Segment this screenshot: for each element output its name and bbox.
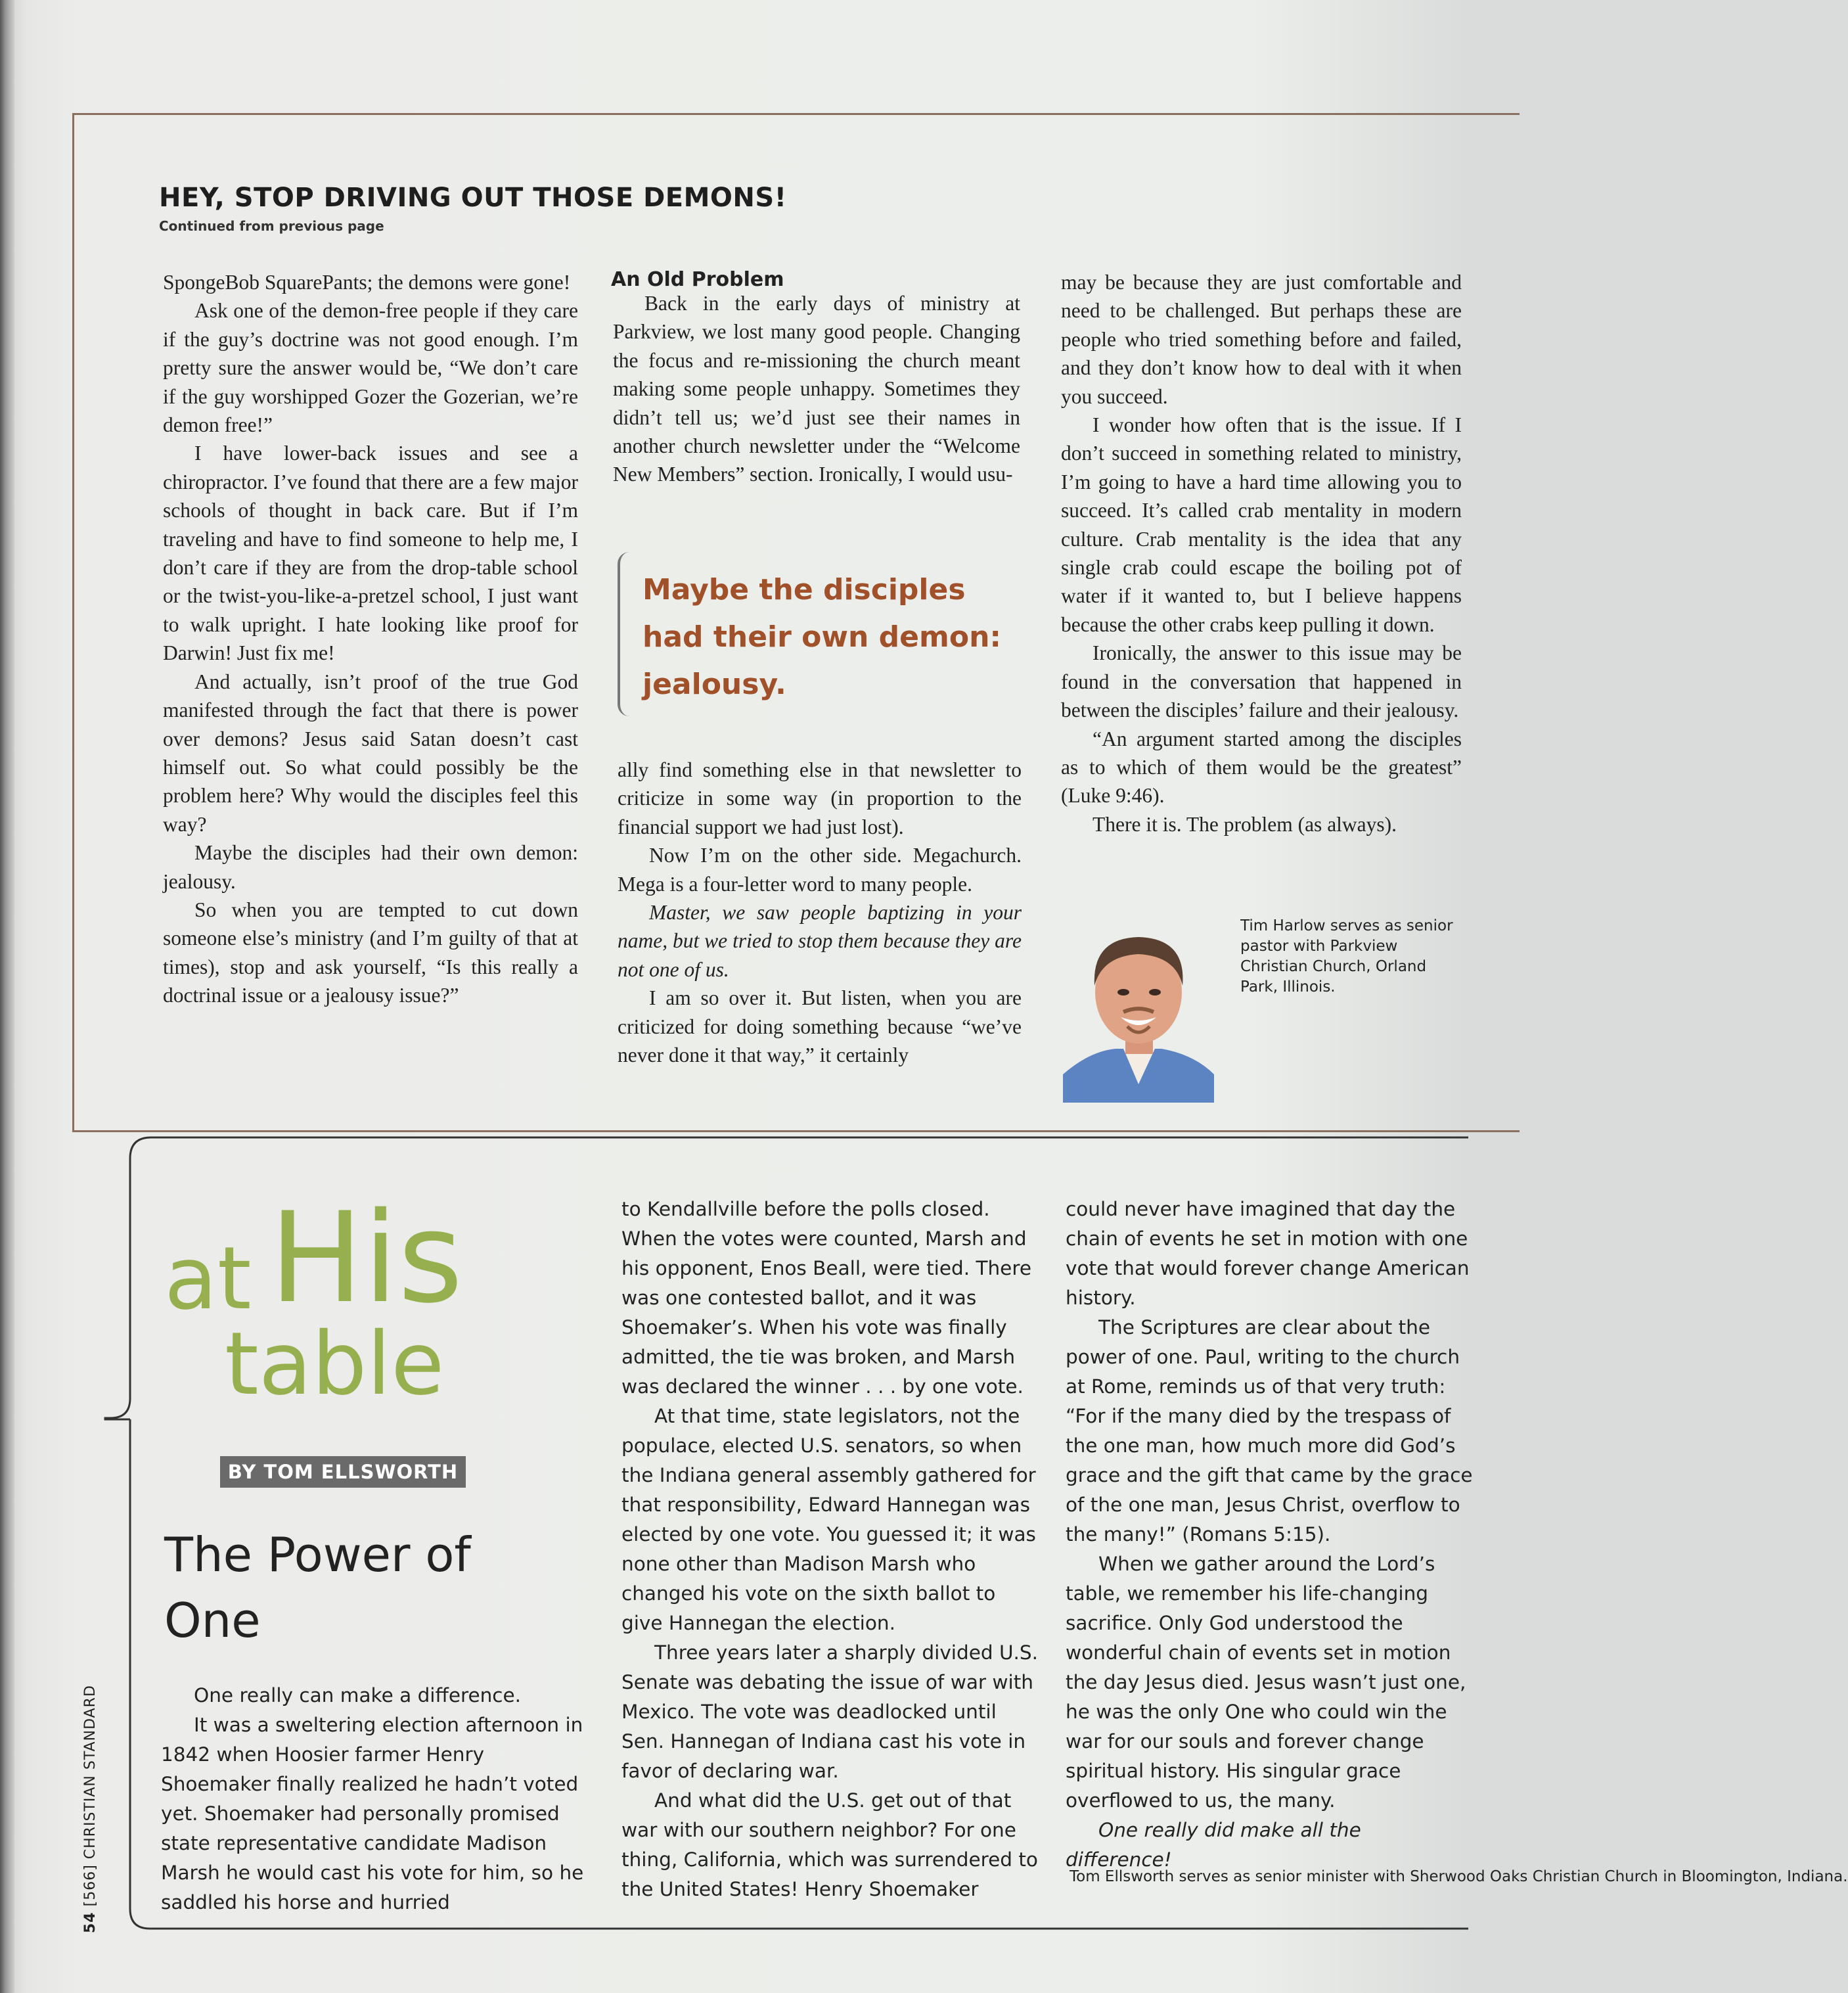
paragraph: I am so over it. But listen, when you are criticized for doing something because “we’ve never done it that way,” it certainly (618, 986, 1022, 1067)
article2-column-3 (1066, 1195, 1473, 1875)
paragraph: I have lower-back issues and see a chiropractor. I’ve found that there are a few major schools of thought in back care. But if I’m traveling and have to find someone to help me, I don’t care if they are from the drop-table school or the twist-you-like-a-pretzel school, I just want to walk upright. I hate looking like proof for Darwin! Just fix me! (163, 442, 578, 665)
section-subhead: An Old Problem (611, 268, 784, 291)
paragraph: At that time, state legislators, not the populace, elected U.S. senators, so when the Indiana general assembly gathered for that responsibility, Edward Hannegan was elected by one vote. You guessed it; it was none other than Madison Marsh who changed his vote on the sixth ballot to give Hannegan the election. (621, 1405, 1036, 1634)
column-logo-table: table (225, 1314, 445, 1415)
column-logo-at: at (164, 1228, 252, 1329)
paragraph: The Scriptures are clear about the power of one. Paul, writing to the church at Rome, reminds us of that very truth: “For if the many died by the trespass of the one man, how much more did God’s grace and the gift that came by the grace of the one man, Jesus Christ, overflow to the many!” (Romans 5:15). (1066, 1316, 1473, 1546)
paragraph: ally find something else in that newsletter to criticize in some way (in proportion to the financial support we had just lost). (618, 758, 1022, 838)
paragraph: And actually, isn’t proof of the true God manifested through the fact that there is power over demons? Jesus said Satan doesn’t cast himself out. So what could possibly be the problem here? Why would the disciples feel this way? (163, 670, 578, 836)
paragraph: I wonder how often that is the issue. If I don’t succeed in something related to ministry, I’m going to have a hard time allowing you to succeed. It’s called crab mentality in modern culture. Crab mentality is the idea that any single crab could escape the boiling pot of water if it wanted to, but I believe happens because the other crabs keep pulling it down. (1061, 413, 1462, 636)
pullquote: Maybe the disciples had their own demon: jealousy. (642, 573, 1001, 701)
paragraph: When we gather around the Lord’s table, we remember his life-changing sacrifice. Only God understood the wonderful chain of events set in motion the day Jesus died. Jesus wasn’t just one, he was the only One who could win the war for our souls and forever change spiritual history. His singular grace overflowed to us, the many. (1066, 1553, 1466, 1812)
paragraph: Maybe the disciples had their own demon: jealousy. (163, 841, 578, 893)
author-bio: Tim Harlow serves as senior pastor with Parkview Christian Church, Orland Park, Illinois. (1240, 917, 1453, 996)
column-logo-his: His (269, 1185, 463, 1331)
paragraph: One really can make a difference. (194, 1684, 522, 1707)
article-headline: HEY, STOP DRIVING OUT THOSE DEMONS! (159, 183, 787, 213)
magazine-name: CHRISTIAN STANDARD (82, 1685, 99, 1860)
paragraph: “An argument started among the disciples as to which of them would be the greatest” (Luke 9:46). (1061, 727, 1462, 808)
paragraph: Master, we saw people baptizing in your name, but we tried to stop them because they are not one of us. (618, 901, 1022, 981)
paragraph: could never have imagined that day the chain of events he set in motion with one vote that would forever change American history. (1066, 1198, 1470, 1309)
paragraph: Ask one of the demon-free people if they care if the guy’s doctrine was not good enough. I’m pretty sure the answer would be, “We don’t care if the guy worshipped Gozer the Gozerian, we’re demon free!” (163, 299, 578, 437)
article2-column-2 (621, 1195, 1042, 1904)
paragraph: Three years later a sharply divided U.S. Senate was debating the issue of war with Mexico. The vote was deadlocked until Sen. Hannegan of Indiana cast his vote in favor of declaring war. (621, 1641, 1039, 1782)
paragraph: There it is. The problem (as always). (1093, 812, 1397, 836)
article2-column-1 (161, 1681, 588, 1917)
paragraph: It was a sweltering election afternoon in 1842 when Hoosier farmer Henry Shoemaker finally realized he hadn’t voted yet. Shoemaker had personally promised state representative candidate Madison Marsh he would cast his vote for him, so he saddled his horse and hurried (161, 1714, 584, 1913)
page-number: 54 (82, 1912, 99, 1933)
paragraph: One really did make all the difference! (1066, 1819, 1361, 1871)
author-bio-2: Tom Ellsworth serves as senior minister with Sherwood Oaks Christian Church in Bloomington, Indiana. (1070, 1868, 1848, 1885)
issue-page: [566] (82, 1864, 99, 1907)
paragraph: Back in the early days of ministry at Parkview, we lost many good people. Changing the focus and re-missioning the church meant making some people unhappy. Sometimes they didn’t tell us; we’d just see their names in another church newsletter under the “Welcome New Members” section. Ironically, I would usu- (613, 292, 1020, 486)
article-title: The Power of One (164, 1527, 471, 1648)
continued-note: Continued from previous page (159, 218, 384, 234)
byline: BY TOM ELLSWORTH (220, 1456, 466, 1488)
paragraph: may be because they are just comfortable and need to be challenged. But perhaps these are people who tried something before and failed, and they don’t know how to deal with it when you succeed. (1061, 271, 1462, 408)
paragraph: So when you are tempted to cut down someone else’s ministry (and I’m guilty of that at times), stop and ask yourself, “Is this really a doctrinal issue or a jealousy issue?” (163, 898, 578, 1007)
paragraph: Now I’m on the other side. Megachurch. Mega is a four-letter word to many people. (618, 844, 1022, 896)
paragraph: SpongeBob SquarePants; the demons were gone! (163, 271, 571, 294)
paragraph: Ironically, the answer to this issue may be found in the conversation that happened in between the disciples’ failure and their jealousy. (1061, 641, 1462, 722)
paragraph: And what did the U.S. get out of that war with our southern neighbor? For one thing, California, which was surrendered to the United States! Henry Shoemaker (621, 1789, 1038, 1900)
page-footer (82, 1685, 99, 1933)
paragraph: to Kendallville before the polls closed. When the votes were counted, Marsh and his opponent, Enos Beall, were tied. There was one contested ballot, and it was Shoemaker’s. When his vote was finally admitted, the tie was broken, and Marsh was declared the winner . . . by one vote. (621, 1198, 1031, 1398)
